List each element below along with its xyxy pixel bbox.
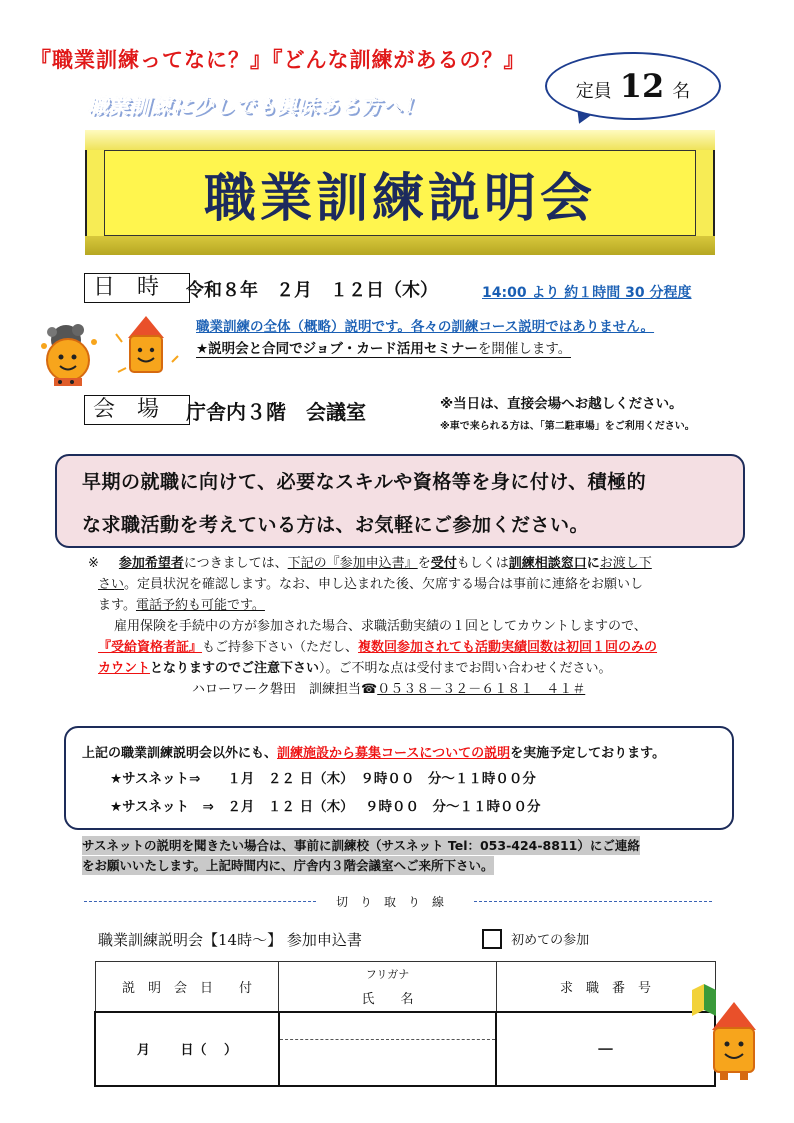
mascot-left-icon [41,324,97,386]
sasunet-intro-highlight: 訓練施設から募集コースについての説明 [277,746,511,761]
note-text: を [417,556,431,571]
cut-line-left [84,901,316,902]
note-text: につきましては、 [183,556,288,571]
form-header-row [95,962,715,1012]
name-field[interactable] [280,1040,495,1085]
encouragement-line-1: 早期の就職に向けて、必要なスキルや資格等を身に付け、積極的 [82,471,647,493]
title-bevel-top [85,130,715,150]
page-title: 職業訓練説明会 [203,168,596,229]
name-label: 氏 名 [361,991,414,1007]
note-count: カウント [98,661,151,676]
first-time-option [482,928,589,949]
title-bevel-bottom [85,236,715,255]
furigana-input[interactable] [280,1013,495,1040]
sasunet-intro [82,742,665,761]
phone-icon: ☎ [361,682,378,697]
note-text: ます。 [98,598,136,613]
date-label: 日時 [84,273,190,303]
date-input[interactable]: 月 日（ ） [95,1012,279,1086]
capacity-number: 12 [619,67,665,105]
contact-phone: ０５３８－３２－６１８１ ４１＃ [377,682,586,697]
note-text: ）。ご不明な点は受付までお問い合わせください。 [319,661,612,676]
note-text: 。定員状況を確認します。なお、申し込まれた後、欠席する場合は事前に連絡をお願いし [124,577,643,592]
cut-line-right [474,901,712,902]
venue-note-parking: ※車で来られる方は、「第二駐車場」をご利用ください。 [440,421,695,432]
note-insurance: 雇用保険を手続中の方が参加された場合、求職活動実績の１回としてカウントしますので、 [114,619,647,634]
capacity-unit: 名 [672,81,691,102]
capacity-label: 定員 [575,81,612,102]
furigana-label: フリガナ [365,967,410,981]
sasunet-intro-text: を実施予定しております。 [510,746,666,761]
title-panel [104,150,696,236]
note-handover-end: さい [98,577,125,592]
sasunet-session-2: ★サスネット ⇒ ２月 １２ 日（木） ９時００ 分～１１時００分 [110,799,541,815]
note-phone-booking: 電話予約も可能です。 [135,598,265,613]
first-time-checkbox[interactable] [482,929,502,949]
contact-office: ハローワーク磐田 訓練担当 [192,682,362,697]
note-text: もご持参下さい（ただし、 [202,640,359,655]
note-mark: ※ [88,556,99,571]
note-form-ref: 下記の『参加申込書』 [287,556,418,571]
sasunet-intro-text: 上記の職業訓練説明会以外にも、 [82,746,278,761]
event-date: 令和８年 ２月 １２日（木） [186,280,438,301]
form-title: 職業訓練説明会【14時～】 参加申込書 [98,931,362,949]
header-question: 『職業訓練ってなに？』『どんな訓練があるの？』 [30,48,526,72]
venue-label: 会場 [84,395,190,425]
note-text: に [586,556,600,571]
seminar-suffix: を開催します。 [477,341,572,357]
seminar-star: ★ [196,341,209,357]
sasunet-session-1: ★サスネット⇒ １月 ２２ 日（木） ９時００ 分～１１時００分 [110,771,536,787]
note-certificate: 『受給資格者証』 [98,640,203,655]
note-handover: お渡し下 [599,556,652,571]
first-time-label: 初めての参加 [511,933,590,948]
seminar-note [196,337,571,358]
application-notes [88,553,728,700]
job-number-header: 求 職 番 号 [496,962,715,1012]
mascot-illustration [34,312,184,394]
interest-heading: 職業訓練に少しでも興味ある方へ！ [88,94,424,118]
sasunet-contact-line-1: サスネットの説明を聞きたい場合は、事前に訓練校（サスネット Tel：053-424-8811）にご連絡 [82,838,640,853]
form-input-row [95,1012,715,1086]
note-applicants: 参加希望者 [118,556,184,571]
venue-note-direct: ※当日は、直接会場へお越しください。 [440,396,683,412]
job-number-input[interactable]: － [496,1012,715,1086]
capacity-bubble [545,52,721,120]
name-input[interactable] [279,1012,496,1086]
name-header [279,962,496,1012]
note-counter: 訓練相談窓口 [508,556,587,571]
event-description: 職業訓練の全体（概略）説明です。各々の訓練コース説明ではありません。 [196,319,655,335]
event-time: 14:00 より 約１時間 30 分程度 [482,285,692,301]
beginner-mark-icon [692,984,716,1016]
sasunet-contact-line-2: をお願いいたします。上記時間内に、庁舎内３階会議室へご来所下さい。 [82,858,494,873]
application-form-table [94,961,716,1087]
sasunet-contact-info [82,836,640,875]
mascot-right-icon [116,316,178,372]
note-text: もしくは [456,556,509,571]
note-warning: 複数回参加されても活動実績回数は初回１回のみの [358,640,658,655]
note-caution: となりますのでご注意下さい [150,661,320,676]
note-reception: 受付 [430,556,457,571]
mascot-face-icon [712,1002,756,1080]
encouragement-line-2: な求職活動を考えている方は、お気軽にご参加ください。 [82,514,590,536]
beginner-mascot [682,980,768,1088]
cut-line-label: 切 り 取 り 線 [336,895,445,909]
seminar-bold: 説明会と合同でジョブ・カード活用セミナー [208,341,478,357]
venue-name: 庁舎内３階 会議室 [186,400,366,424]
date-header: 説 明 会 日 付 [95,962,279,1012]
